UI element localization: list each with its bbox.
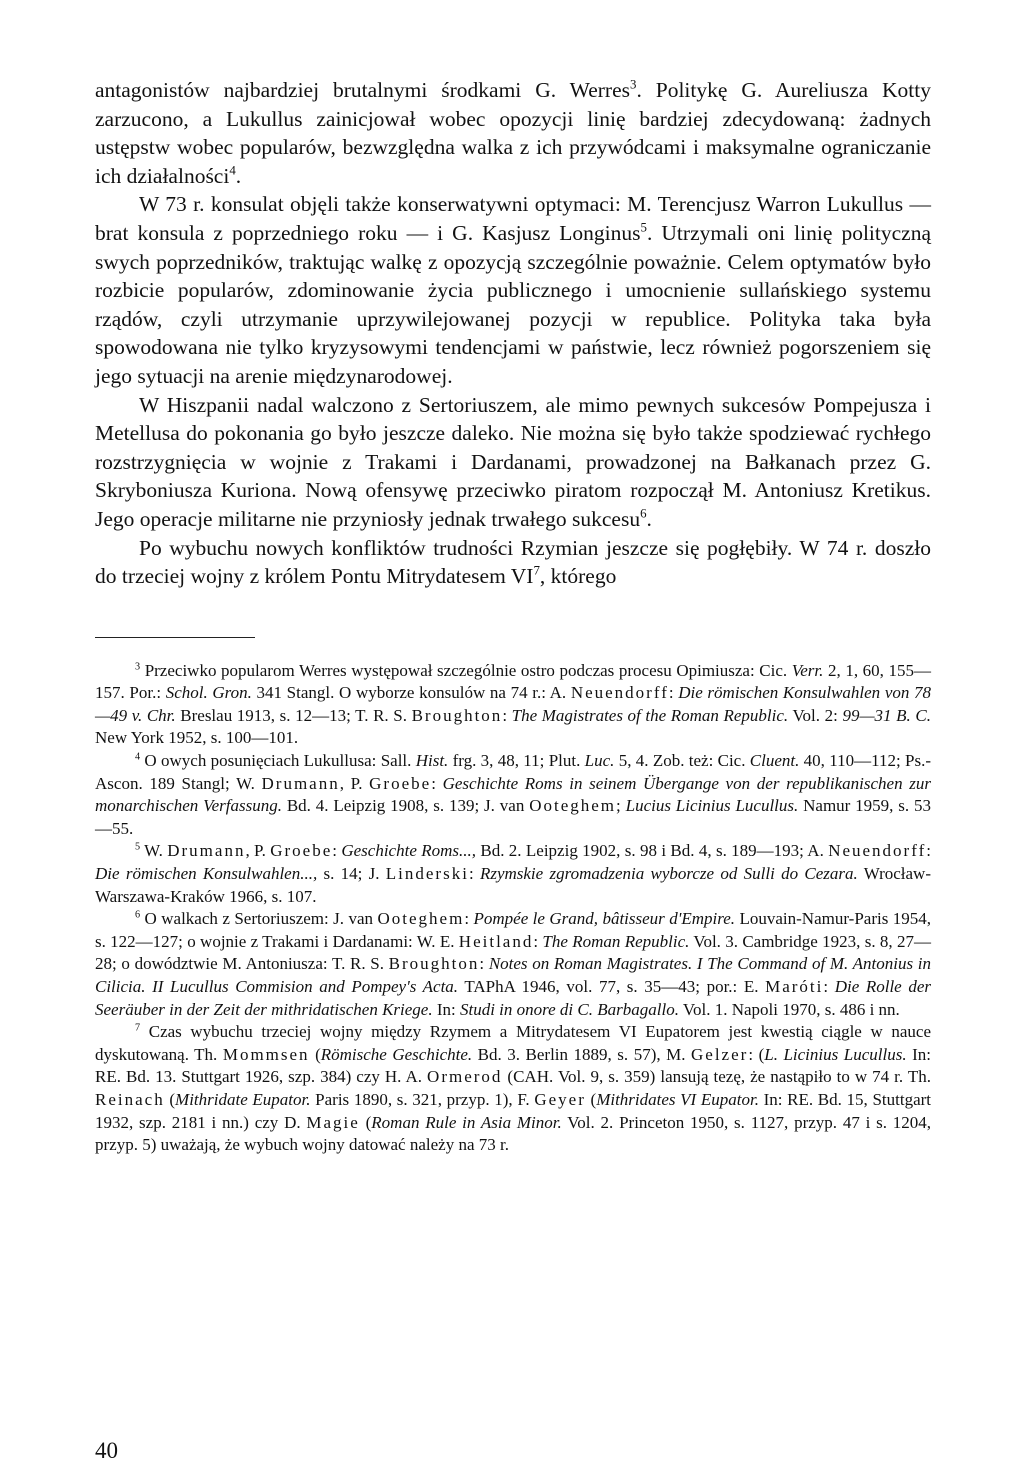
text-segment: Vol. 2. Princeton 1950, s. 1127, przyp. 47 i s. 1204, przyp. 5) uważają, że wybuch wojny datować należy na 73 r. bbox=[95, 1112, 932, 1155]
italic-text: Mithridates VI Eupator. bbox=[596, 1089, 759, 1109]
text-segment: ( bbox=[309, 1044, 321, 1064]
author-name: Gelzer bbox=[691, 1044, 749, 1064]
paragraph bbox=[95, 534, 931, 591]
italic-text: Luc. bbox=[584, 751, 615, 771]
italic-text: Notes on Roman Magistrates. I The Command of M. Antonius in Cilicia. II Lucullus Commision and Pompey's Acta. bbox=[95, 954, 931, 996]
italic-text: Geschichte Roms..., bbox=[341, 841, 476, 861]
author-name: Neuendorff bbox=[828, 841, 927, 861]
italic-text: Die römischen Konsulwahlen von 78—49 v. Chr. bbox=[95, 683, 932, 725]
italic-text: Die römischen Konsulwahlen..., bbox=[95, 864, 318, 884]
text-segment: Breslau 1913, s. 12—13; T. R. S. bbox=[175, 705, 412, 725]
author-name: Ooteghem bbox=[377, 909, 465, 929]
footnote-number: 3 bbox=[135, 661, 141, 673]
text-segment: : bbox=[823, 977, 835, 996]
italic-text: The Roman Republic. bbox=[542, 931, 690, 951]
italic-text: Roman Rule in Asia Minor. bbox=[371, 1112, 562, 1132]
footnote-reference: 5 bbox=[640, 220, 647, 235]
text-segment: . bbox=[646, 506, 652, 531]
text-segment: Vol. 2: bbox=[788, 705, 843, 725]
footnote-reference: 7 bbox=[533, 563, 540, 578]
text-segment: : bbox=[502, 705, 512, 725]
text-segment: W. bbox=[144, 841, 168, 861]
footnote bbox=[95, 660, 931, 750]
text-segment: Po wybuchu nowych konfliktów trudności Rzymian jeszcze się pogłębiły. W 74 r. doszło do trzeciej wojny z królem Pontu Mitrydatesem VI bbox=[95, 535, 931, 589]
text-segment: : bbox=[926, 841, 931, 861]
author-name: Heitland bbox=[458, 931, 534, 951]
page bbox=[95, 76, 931, 1157]
text-segment: Bd. 3. Berlin 1889, s. 57), M. bbox=[472, 1044, 692, 1064]
text-segment: , którego bbox=[539, 564, 617, 589]
text-segment: Czas wybuchu trzeciej wojny między Rzymem a Mitrydatesem VI Eupatorem jest kwestią ciągle w nauce dyskutowaną. Th. bbox=[95, 1022, 932, 1064]
footnote-number: 7 bbox=[135, 1022, 141, 1034]
italic-text: Lucius Licinius Lucullus. bbox=[625, 796, 799, 816]
paragraph bbox=[95, 76, 931, 190]
page-number: 40 bbox=[95, 1438, 118, 1463]
text-segment: ( bbox=[164, 1089, 176, 1109]
paragraph bbox=[95, 391, 931, 534]
italic-text: The Magistrates of the Roman Republic. bbox=[511, 705, 789, 725]
italic-text: Schol. Gron. bbox=[165, 683, 252, 703]
author-name: Ooteghem bbox=[529, 796, 617, 816]
footnote bbox=[95, 908, 931, 1021]
author-name: Ormerod bbox=[427, 1067, 503, 1087]
author-name: Geyer bbox=[534, 1089, 586, 1109]
footnote-reference: 4 bbox=[229, 163, 236, 178]
author-name: Groebe bbox=[369, 773, 432, 793]
text-segment: : bbox=[464, 909, 474, 929]
author-name: Magie bbox=[306, 1112, 360, 1132]
text-segment: : bbox=[668, 683, 679, 703]
author-name: Drumann bbox=[167, 841, 246, 861]
footnote bbox=[95, 840, 931, 908]
italic-text: Verr. bbox=[791, 660, 824, 680]
text-segment: frg. 3, 48, 11; Plut. bbox=[448, 751, 585, 771]
author-name: Drumann bbox=[261, 773, 340, 793]
main-text bbox=[95, 76, 931, 591]
footnote-number: 5 bbox=[135, 841, 141, 853]
italic-text: Hist. bbox=[415, 751, 449, 771]
text-segment: Vol. 3. Cambridge 1923, s. 8, 27—28; o dowództwie M. Antoniusza: T. R. S. bbox=[95, 931, 931, 974]
italic-text: Die Rolle der Seeräuber in der Zeit der mithridatischen Kriege. bbox=[95, 977, 931, 1019]
text-segment: . bbox=[235, 163, 242, 188]
text-segment: : bbox=[479, 954, 489, 974]
text-segment: Bd. 4. Leipzig 1908, s. 139; J. van bbox=[281, 796, 530, 816]
footnote bbox=[95, 1021, 931, 1157]
text-segment: s. 14; J. bbox=[317, 864, 386, 884]
italic-text: Geschichte Roms in seinem Übergange von der republikanischen zur monarchischen Verfassung. bbox=[95, 773, 931, 816]
text-segment: In: RE. Bd. 13. Stuttgart 1926, szp. 384) czy H. A. bbox=[95, 1044, 931, 1087]
footnote-number: 6 bbox=[135, 909, 141, 921]
author-name: Reinach bbox=[95, 1089, 165, 1109]
author-name: Maróti bbox=[765, 977, 824, 996]
author-name: Neuendorff bbox=[570, 683, 669, 703]
text-segment: O walkach z Sertoriuszem: J. van bbox=[144, 909, 378, 929]
text-segment: Namur 1959, s. 53—55. bbox=[95, 796, 932, 838]
text-segment: : bbox=[431, 773, 443, 793]
italic-text: Römische Geschichte. bbox=[320, 1044, 473, 1064]
text-segment: O owych posunięciach Lukullusa: Sall. bbox=[144, 751, 416, 771]
text-segment: 40, 110—112; Ps.-Ascon. 189 Stangl; W. bbox=[95, 751, 931, 793]
text-segment: 5, 4. Zob. też: Cic. bbox=[614, 751, 750, 771]
text-segment: Louvain-Namur-Paris 1954, s. 122—127; o wojnie z Trakami i Dardanami: W. E. bbox=[95, 909, 932, 951]
footnote-number: 4 bbox=[135, 751, 141, 763]
footnote-reference: 3 bbox=[629, 77, 637, 92]
text-segment: . Utrzymali oni linię polityczną swych poprzedników, traktując walkę z opozycją szczególnie poważnie. Celem optymatów było rozbicie popularów, zdominowanie życia publicznego i umocnienie sullańskiego systemu rządów, czyli utrzymanie uprzywilejowanej pozycji w republice. Polityka taka była spowodowana nie tylko kryzysowymi tendencjami w państwie, lecz również pogorszeniem się jego sytuacji na arenie międzynarodowej. bbox=[95, 220, 931, 388]
text-segment: Bd. 2. Leipzig 1902, s. 98 i Bd. 4, s. 189—193; A. bbox=[476, 841, 829, 861]
footnote bbox=[95, 750, 931, 840]
italic-text: 99—31 B. C. bbox=[842, 705, 931, 725]
text-segment: ( bbox=[359, 1112, 372, 1132]
text-segment: Przeciwko popularom Werres występował szczególnie ostro podczas procesu Opimiusza: Cic. bbox=[144, 660, 792, 680]
text-segment: ( bbox=[585, 1089, 597, 1109]
italic-text: Pompée le Grand, bâtisseur d'Empire. bbox=[473, 909, 736, 929]
text-segment: : bbox=[468, 864, 480, 884]
text-segment: antagonistów najbardziej brutalnymi środkami G. Werres bbox=[95, 78, 630, 102]
text-segment: Vol. 1. Napoli 1970, s. 486 i nn. bbox=[678, 999, 900, 1019]
author-name: Broughton bbox=[388, 954, 480, 974]
text-segment: TAPhA 1946, vol. 77, s. 35—43; por.: E. bbox=[458, 977, 766, 996]
text-segment: In: RE. Bd. 15, Stuttgart 1932, szp. 2181 i nn.) czy D. bbox=[95, 1089, 931, 1132]
text-segment: In: bbox=[432, 999, 460, 1019]
text-segment: (CAH. Vol. 9, s. 359) lansują tezę, że nastąpiło to w 74 r. Th. bbox=[502, 1067, 931, 1087]
footnote-separator bbox=[95, 637, 255, 638]
text-segment: New York 1952, s. 100—101. bbox=[95, 728, 299, 748]
text-segment: : ( bbox=[748, 1044, 765, 1064]
paragraph bbox=[95, 190, 931, 390]
text-segment: 2, 1, 60, 155—157. Por.: bbox=[95, 660, 931, 703]
italic-text: Rzymskie zgromadzenia wyborcze od Sulli do Cezara. bbox=[479, 864, 858, 884]
author-name: Broughton bbox=[411, 705, 503, 725]
text-segment: W Hiszpanii nadal walczono z Sertoriuszem, ale mimo pewnych sukcesów Pompejusza i Metellusa do pokonania go było jeszcze daleko. Nie można się było także spodziewać rychłego rozstrzygnięcia w wojnie z Trakami i Dardanami, prowadzonej na Bałkanach przez G. Skryboniusza Kuriona. Nową ofensywę przeciwko piratom rozpoczął M. Antoniusz Kretikus. Jego operacje militarne nie przyniosły jednak trwałego sukcesu bbox=[95, 392, 931, 531]
italic-text: Mithridate Eupator. bbox=[175, 1089, 311, 1109]
text-segment: W 73 r. konsulat objęli także konserwatywni optymaci: M. Terencjusz Warron Lukullus — brat konsula z poprzedniego roku — i G. Kasjusz Longinus bbox=[95, 192, 931, 245]
text-segment: : bbox=[533, 931, 543, 951]
author-name: Mommsen bbox=[222, 1044, 310, 1064]
text-segment: : bbox=[332, 841, 342, 861]
footnotes bbox=[95, 660, 931, 1157]
text-segment: , P. bbox=[245, 841, 271, 861]
author-name: Linderski bbox=[385, 864, 469, 884]
text-segment: . Politykę G. Aureliusza Kotty zarzucono, a Lukullus zainicjował wobec opozycji linię bardziej zdecydowaną: żadnych ustępstw wobec popularów, bezwzględna walka z ich przywódcami i maksymalne ograniczanie ich działalności bbox=[95, 78, 931, 188]
text-segment: 341 Stangl. O wyborze konsulów na 74 r.: A. bbox=[251, 683, 571, 703]
text-segment: , P. bbox=[339, 773, 370, 793]
italic-text: Cluent. bbox=[749, 751, 800, 771]
author-name: Groebe bbox=[270, 841, 333, 861]
italic-text: L. Licinius Lucullus. bbox=[764, 1044, 907, 1064]
text-segment: Wrocław-Warszawa-Kraków 1966, s. 107. bbox=[95, 864, 931, 906]
text-segment: ; bbox=[616, 796, 626, 816]
footnote-reference: 6 bbox=[640, 506, 647, 521]
text-segment: Paris 1890, s. 321, przyp. 1), F. bbox=[310, 1089, 535, 1109]
italic-text: Studi in onore di C. Barbagallo. bbox=[459, 999, 679, 1019]
